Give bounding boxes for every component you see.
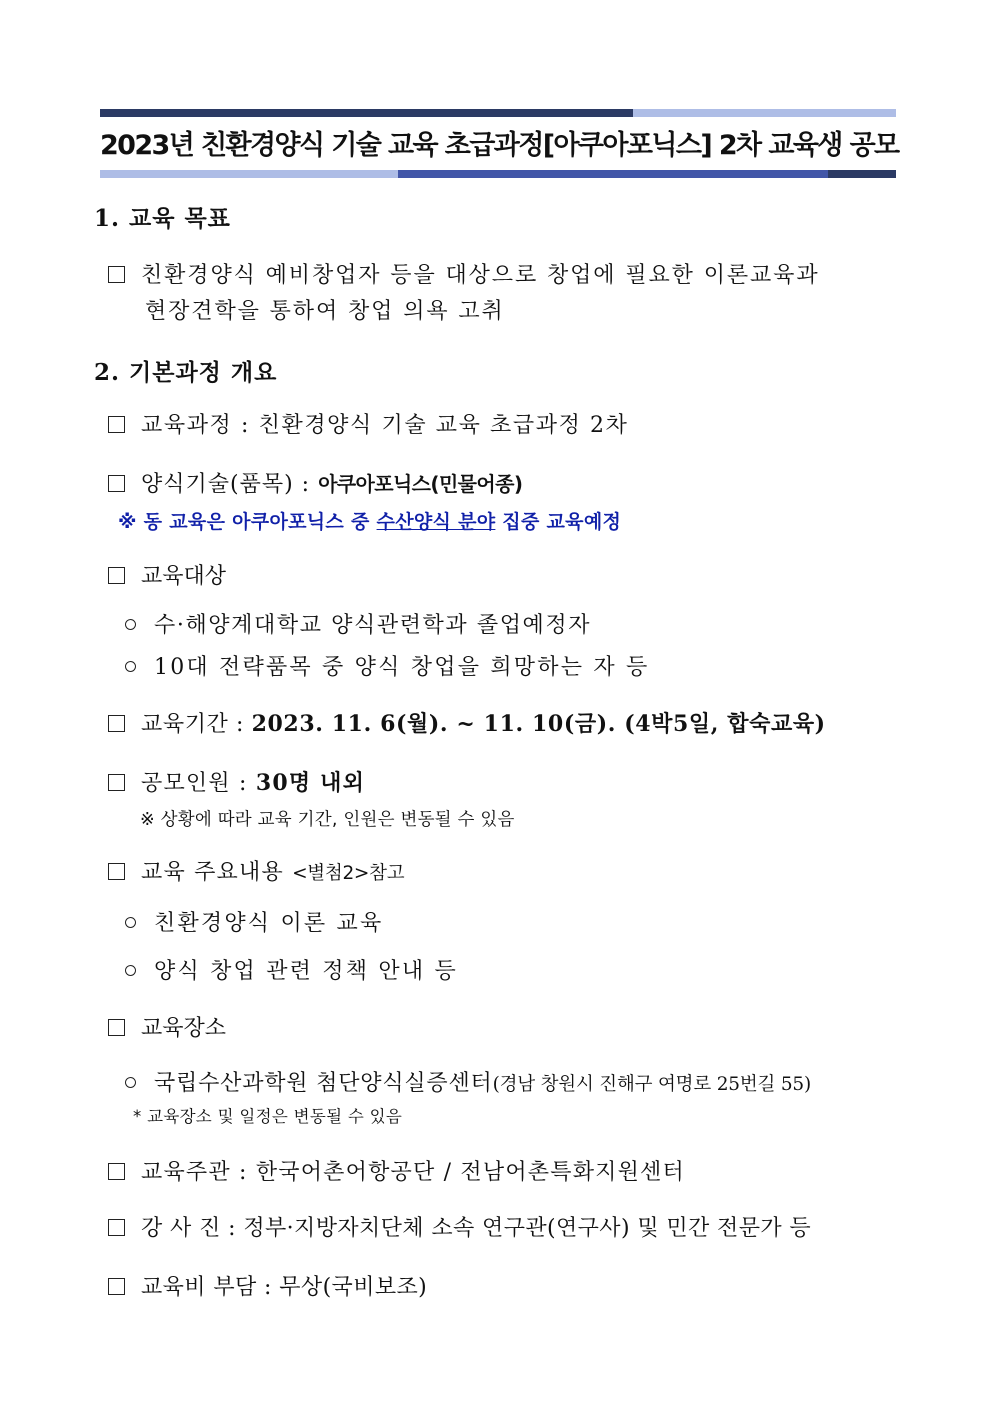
tech-note (118, 507, 621, 534)
period-item (108, 707, 826, 738)
period-label: 교육기간 : (141, 712, 252, 737)
place-sub-1 (125, 1066, 811, 1097)
host-item (108, 1155, 685, 1186)
target-sub-1 (125, 608, 591, 639)
host-value: 한국어촌어항공단 / 전남어촌특화지원센터 (255, 1160, 685, 1185)
checkbox-icon (108, 567, 125, 584)
goal-line-2 (145, 294, 505, 325)
bullet-circle-icon (125, 965, 136, 976)
checkbox-icon (108, 266, 125, 283)
recruit-value: 30명 내외 (255, 770, 366, 796)
checkbox-icon (108, 1019, 125, 1036)
tech-item (108, 467, 522, 498)
place-item (108, 1011, 226, 1042)
target-sub-2 (125, 650, 649, 681)
instructor-value: 정부·지방자치단체 소속 연구관(연구사) 및 민간 전문가 등 (243, 1216, 812, 1241)
bullet-circle-icon (125, 661, 136, 672)
place-label: 교육장소 (141, 1016, 227, 1041)
content-item (108, 855, 404, 886)
checkbox-icon (108, 863, 125, 880)
tech-value: 아쿠아포닉스(민물어종) (318, 472, 523, 496)
title-bar-bottom-navy (828, 170, 896, 178)
target-text-1: 수·해양계대학교 양식관련학과 졸업예정자 (154, 613, 592, 638)
goal-text-1: 친환경양식 예비창업자 등을 대상으로 창업에 필요한 이론교육과 (141, 263, 820, 288)
recruit-item (108, 766, 365, 797)
checkbox-icon (108, 1219, 125, 1236)
title-bar-top-navy (100, 109, 633, 117)
goal-text-2: 현장견학을 통하여 창업 의욕 고취 (145, 299, 505, 324)
course-label: 교육과정 : (141, 413, 259, 438)
target-item (108, 559, 226, 590)
course-value: 친환경양식 기술 교육 초급과정 2차 (258, 413, 629, 438)
title-bar-bottom-light (100, 170, 398, 178)
tech-note-underline: 수산양식 분야 (376, 511, 496, 533)
place-text-main: 국립수산과학원 첨단양식실증센터 (154, 1071, 493, 1096)
checkbox-icon (108, 416, 125, 433)
course-item (108, 408, 629, 439)
host-label: 교육주관 : (141, 1160, 256, 1185)
page-title: 2023년 친환경양식 기술 교육 초급과정[아쿠아포닉스] 2차 교육생 공모 (100, 130, 899, 161)
target-label: 교육대상 (141, 564, 227, 589)
fee-label: 교육비 부담 : (141, 1275, 280, 1300)
tech-label: 양식기술(품목) : (141, 472, 319, 497)
content-label: 교육 주요내용 (141, 860, 293, 885)
fee-item (108, 1270, 427, 1301)
bullet-circle-icon (125, 917, 136, 928)
tech-note-prefix: ※ 동 교육은 아쿠아포닉스 중 (118, 511, 377, 533)
checkbox-icon (108, 715, 125, 732)
title-bar-top-light (633, 109, 896, 117)
content-text-2: 양식 창업 관련 정책 안내 등 (154, 959, 458, 984)
checkbox-icon (108, 475, 125, 492)
instructor-label: 강 사 진 : (141, 1216, 244, 1241)
content-ref: <별첨2>참고 (292, 863, 405, 884)
place-text-addr: (경남 창원시 진해구 여명로 25번길 55) (492, 1074, 812, 1095)
section-heading-goal: 1. 교육 목표 (94, 205, 231, 232)
checkbox-icon (108, 1163, 125, 1180)
target-text-2: 10대 전략품목 중 양식 창업을 희망하는 자 등 (154, 655, 650, 680)
content-sub-1 (125, 906, 383, 937)
checkbox-icon (108, 1278, 125, 1295)
tech-note-suffix: 집중 교육예정 (495, 511, 622, 533)
content-text-1: 친환경양식 이론 교육 (154, 911, 384, 936)
checkbox-icon (108, 774, 125, 791)
instructor-item (108, 1211, 811, 1242)
goal-line-1 (108, 258, 819, 289)
recruit-label: 공모인원 : (141, 771, 256, 796)
bullet-circle-icon (125, 619, 136, 630)
bullet-circle-icon (125, 1077, 136, 1088)
title-bar-bottom-mid (398, 170, 828, 178)
recruit-note: ※ 상황에 따라 교육 기간, 인원은 변동될 수 있음 (140, 810, 515, 830)
place-note: * 교육장소 및 일정은 변동될 수 있음 (133, 1107, 403, 1126)
section-heading-overview: 2. 기본과정 개요 (94, 359, 278, 386)
content-sub-2 (125, 954, 458, 985)
period-value: 2023. 11. 6(월). ~ 11. 10(금). (4박5일, 합숙교육) (251, 711, 826, 737)
fee-value: 무상(국비보조) (279, 1275, 428, 1300)
